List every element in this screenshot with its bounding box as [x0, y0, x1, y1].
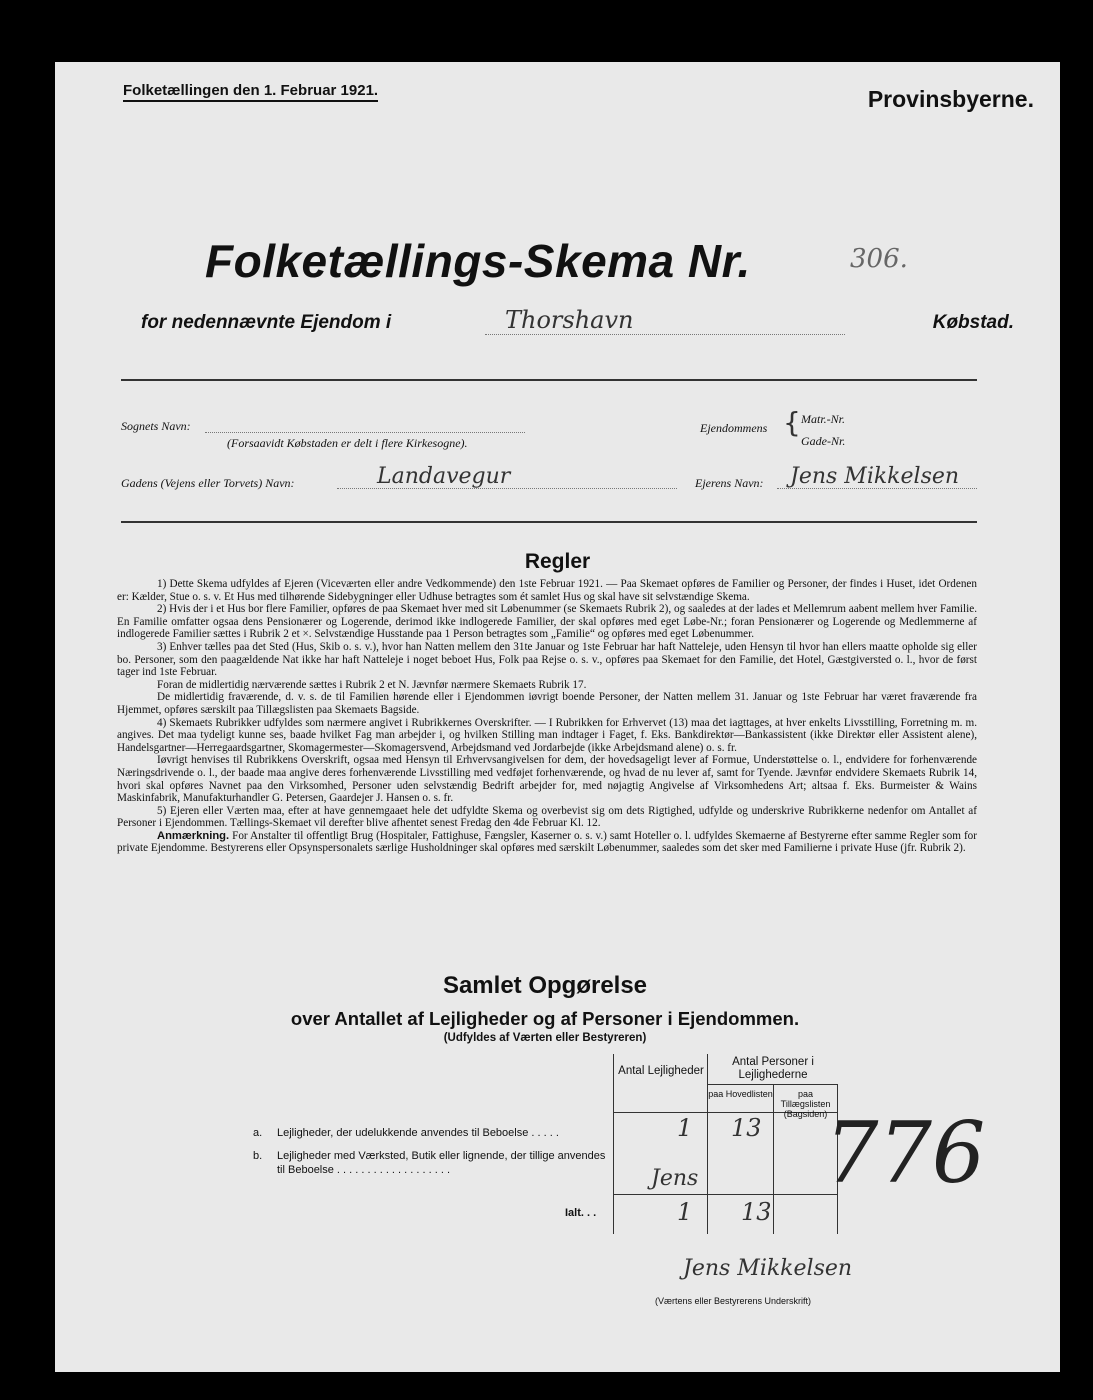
matr-label: Matr.-Nr.	[801, 412, 846, 426]
parish-note: (Forsaavidt Købstaden er delt i flere Kirkesogne).	[227, 436, 468, 450]
form-title: Folketællings-Skema Nr.	[205, 235, 751, 287]
row-a-apartments: 1	[677, 1114, 693, 1142]
note-label: Anmærkning.	[157, 829, 230, 842]
signature-caption: (Værtens eller Bestyrerens Underskrift)	[655, 1296, 812, 1306]
rule-paragraph: De midlertidig fraværende, d. v. s. de til Familien hørende eller i Ejendommen iøvrigt boende Personer, der Natten mellem 31. Januar og 1ste Februar har været fraværende fra Hjemmet, opføres særskilt paa Tillægslisten paa Skemaets Bagside.	[117, 691, 977, 716]
row-b-apartments: Jens	[651, 1166, 699, 1191]
brace-icon: {	[783, 406, 801, 439]
table-line	[707, 1084, 837, 1085]
rule-paragraph: 3) Enhver tælles paa det Sted (Hus, Skib o. s. v.), hvor han Natten mellem den 31te Januar og 1ste Februar har haft Natteleje, uden Hensyn til hvor han ellers maatte opholde sig eller bo. Personer, som den paagældende Nat ikke har haft Natteleje i noget beboet Hus, Folk paa Rejse o. s. v., opføres paa Skemaet for den Familie, det Hotel, Gæstgiversted o. l., hvor de først tager ind 1ste Februar.	[117, 640, 977, 679]
rule-paragraph: 4) Skemaets Rubrikker udfyldes som nærmere angivet i Rubrikkernes Overskrifter. — I Rubrikken for Erhvervet (13) maa det iagttages, at hver enkelts Livsstilling, Forretning m. m. angives. Det maa tydeligt kunne ses, baade hvilket Fag man arbejder i, og hvilken Stilling man indtager i Faget, f. Eks. Bankdirektør—Bankassistent (ikke Direktør eller Assistent alene), Handelsgartner—Herregaardsgartner, Skomagermester—Skomagersvend, Arbejdsmand ved Jordarbejde (ikke Arbejdsmand alene) o. s. fr.	[117, 716, 977, 754]
region-label: Provinsbyerne.	[867, 86, 1034, 112]
row-letter: b.	[253, 1150, 263, 1162]
total-label: Ialt. . .	[565, 1207, 597, 1219]
summary-title: Samlet Opgørelse	[442, 972, 648, 999]
street-label: Gadens (Vejens eller Torvets) Navn:	[121, 476, 295, 490]
parish-line	[205, 432, 525, 433]
rule-paragraph: 5) Ejeren eller Værten maa, efter at have gennemgaaet hele det udfyldte Skema og overbevist sig om dets Rigtighed, udfylde og underskrive Rubrikkerne nedenfor om Antallet af Personer i Ejendommen. Tællings-Skemaet vil derefter blive afhentet senest Fredag den 4de Februar Kl. 12.	[117, 804, 977, 830]
total-apartments: 1	[677, 1198, 693, 1226]
row-a-main-list: 13	[731, 1114, 762, 1142]
table-line	[613, 1194, 837, 1195]
census-form-page	[55, 62, 1060, 1372]
total-main-list: 13	[741, 1198, 772, 1226]
row-label: Lejligheder med Værksted, Butik eller lignende, der tillige anvendes til Beboelse . . . . . . . . . . . . . . . . . . .	[277, 1150, 606, 1176]
row-letter: a.	[253, 1127, 263, 1139]
col-header-supplement: paa Tillægslisten (Bagsiden)	[780, 1089, 831, 1119]
census-date-label: Folketællingen den 1. Februar 1921.	[123, 82, 378, 102]
owner-signature: Jens Mikkelsen	[683, 1256, 853, 1281]
owner-name: Jens Mikkelsen	[790, 464, 960, 489]
col-header-persons: Antal Personer i Lejlighederne	[732, 1056, 814, 1081]
summary-subtitle: over Antallet af Lejligheder og af Personer i Ejendommen.	[290, 1008, 800, 1029]
summary-note: (Udfyldes af Værten eller Bestyreren)	[443, 1032, 647, 1044]
gade-label: Gade-Nr.	[801, 434, 846, 448]
skema-number: 306.	[850, 244, 908, 274]
margin-figure: 776	[825, 1104, 986, 1202]
rule-paragraph: Foran de midlertidig nærværende sættes i Rubrik 2 et N. Jævnfør nærmere Skemaets Rubrik 17.	[157, 678, 587, 691]
divider-bottom	[121, 521, 977, 523]
table-line	[707, 1054, 708, 1234]
property-suffix: Købstad.	[932, 312, 1014, 333]
property-prefix: for nedennævnte Ejendom i	[141, 312, 392, 333]
divider-top	[121, 379, 977, 381]
town-name: Thorshavn	[505, 306, 634, 334]
rules-text	[117, 578, 977, 855]
table-line	[613, 1054, 614, 1234]
owner-label: Ejerens Navn:	[695, 476, 764, 490]
rule-paragraph: 1) Dette Skema udfyldes af Ejeren (Viceværten eller andre Vedkommende) den 1ste Februar 1921. — Paa Skemaet opføres de Familier og Personer, der findes i Huset, idet Ordenen er: Kælder, Stue o. s. v. Et Hus med tilhørende Sidebygninger eller Udhuse betragtes som ét samlet Hus og skal have sit selvstændige Skema.	[117, 578, 977, 603]
row-label: Lejligheder, der udelukkende anvendes til Beboelse . . . . .	[277, 1127, 559, 1139]
rule-note	[117, 830, 977, 855]
rules-title: Regler	[524, 550, 591, 573]
parish-label: Sognets Navn:	[121, 419, 191, 433]
property-label: Ejendommens	[700, 421, 768, 435]
rule-paragraph: Iøvrigt henvises til Rubrikkens Overskrift, ogsaa med Hensyn til Erhvervsangivelsen for dem, der hovedsageligt lever af Formue, Understøttelse o. l., endvidere for forhenværende Næringsdrivende o. l., der baade maa angive deres forhenværende Livsstilling med vedføjet forhenværende, og hvad de nu lever af, samt for Tyende. Jævnfør endvidere Skemaets Rubrik 14, hvori skal opføres Navnet paa den Virksomhed, Personer uden selvstændig Bedrift arbejder for, med nøjagtig Angivelse af Virksomhedens Art; altsaa f. Eks. Burmeister & Wains Maskinfabrik, Manufakturhandler G. Petersen, Gaardejer J. Hansen o. s. fr.	[117, 754, 977, 805]
col-header-apartments: Antal Lejligheder	[618, 1065, 704, 1077]
rule-paragraph: 2) Hvis der i et Hus bor flere Familier, opføres de paa Skemaet hver med sit Løbenummer (se Skemaets Rubrik 2), og saaledes at der lades et Mellemrum aabent mellem hver Familie. En Familie omfatter ogsaa dens Pensionærer og Logerende, derimod ikke indlogerede Familier, der skal opføres med eget Løbe-Nr.; foran Pensionærer og Logerende og Medlemmerne af indlogerede Familier sættes i Rubrik 2 et ×. Selvstændige Husstande paa 1 Person betragtes som „Familie“ og opføres med eget Løbenummer.	[117, 603, 977, 641]
note-text: For Anstalter til offentligt Brug (Hospitaler, Fattighuse, Fængsler, Kaserner o. s. v.) samt Hoteller o. l. udfyldes Skemaerne af Bestyrerne efter samme Regler som for private Ejendomme. Bestyrerens eller Opsynspersonalets særlige Husholdninger skal opføres med særskilt Løbenummer, saaledes som det sker med Familierne i private Huse (jfr. Rubrik 2).	[117, 829, 977, 855]
street-name: Landavegur	[377, 464, 511, 489]
col-header-main-list: paa Hovedlisten	[708, 1089, 773, 1099]
town-underline	[485, 334, 845, 335]
